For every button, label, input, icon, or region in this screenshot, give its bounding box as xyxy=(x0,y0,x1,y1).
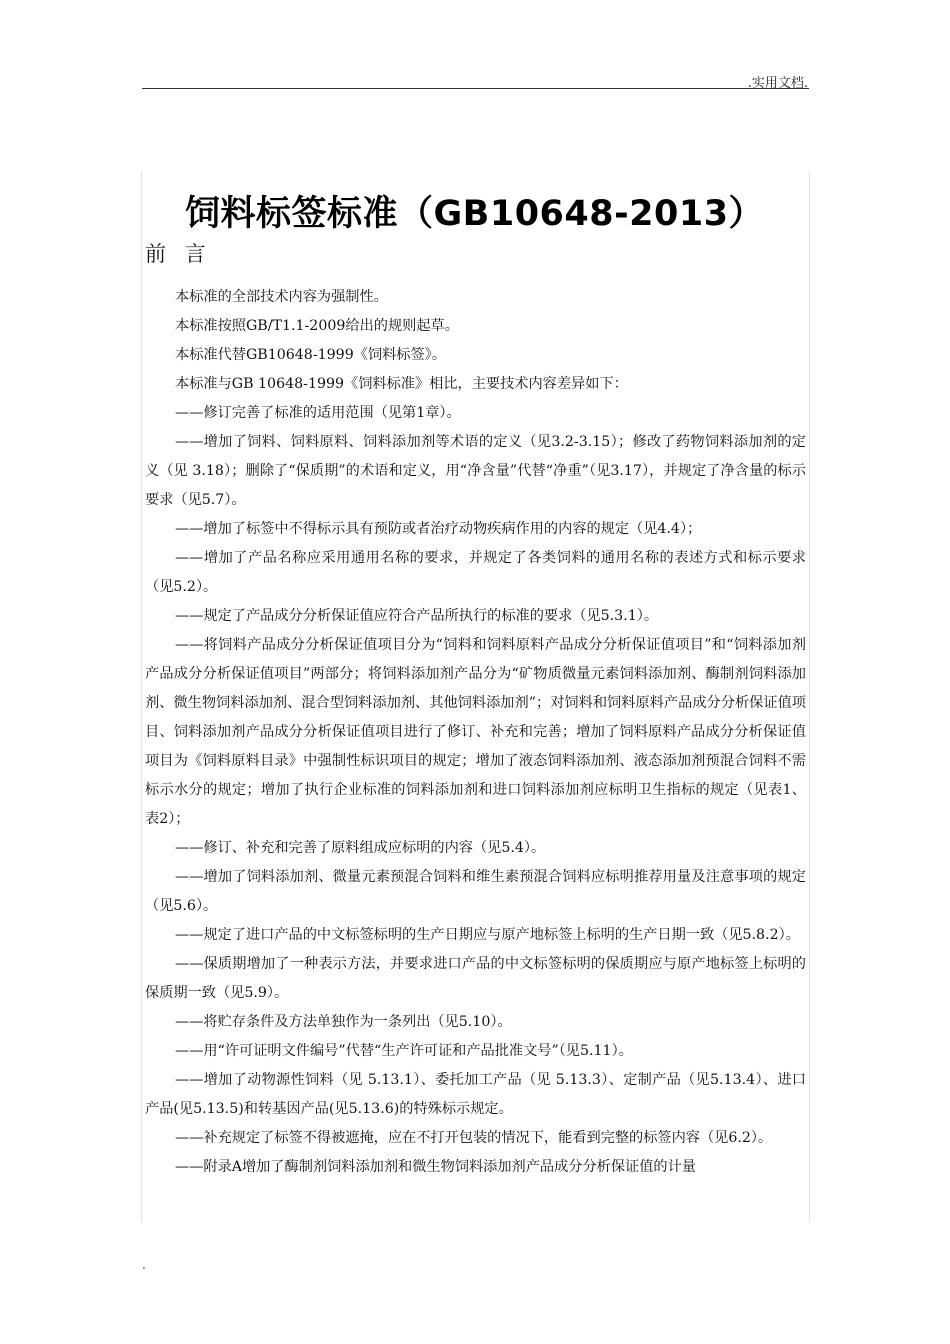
paragraph: ——增加了饲料添加剂、微量元素预混合饲料和维生素预混合饲料应标明推荐用量及注意事项的规定（见5.6）。 xyxy=(145,869,806,914)
paragraph: ——增加了动物源性饲料（见 5.13.1）、委托加工产品（见 5.13.3）、定制产品（见5.13.4）、进口产品(见5.13.5)和转基因产品(见5.13.6)的特殊标示规定。 xyxy=(145,1072,806,1117)
page-header-label: .实用文档. xyxy=(747,76,808,91)
paragraph: 本标准代替GB10648-1999《饲料标签》。 xyxy=(175,347,446,363)
document-body xyxy=(145,283,806,1182)
paragraph: ——增加了标签中不得标示具有预防或者治疗动物疾病作用的内容的规定（见4.4）； xyxy=(175,521,702,537)
paragraph: 本标准按照GB/T1.1-2009给出的规则起草。 xyxy=(175,318,459,334)
paragraph: 本标准与GB 10648-1999《饲料标准》相比，主要技术内容差异如下： xyxy=(175,376,628,392)
paragraph: ——补充规定了标签不得被遮掩，应在不打开包装的情况下，能看到完整的标签内容（见6.2）。 xyxy=(175,1130,773,1146)
paragraph: ——用“许可证明文件编号”代替“生产许可证和产品批准文号”（见5.11）。 xyxy=(175,1043,633,1059)
section-heading-preface: 前 言 xyxy=(145,242,212,266)
paragraph: ——增加了产品名称应采用通用名称的要求，并规定了各类饲料的通用名称的表述方式和标示要求（见5.2）。 xyxy=(145,550,806,595)
paragraph: 本标准的全部技术内容为强制性。 xyxy=(175,289,388,305)
paragraph: ——保质期增加了一种表示方法，并要求进口产品的中文标签标明的保质期应与原产地标签上标明的保质期一致（见5.9）。 xyxy=(145,956,806,1001)
paragraph: ——附录A增加了酶制剂饲料添加剂和微生物饲料添加剂产品成分分析保证值的计量 xyxy=(175,1159,696,1175)
document-title: 饲料标签标准（GB10648-2013） xyxy=(184,194,765,235)
paragraph: ——修订完善了标准的适用范围（见第1章）。 xyxy=(175,405,461,421)
paragraph: ——增加了饲料、饲料原料、饲料添加剂等术语的定义（见3.2-3.15）；修改了药物饲料添加剂的定义（见 3.18）；删除了“保质期”的术语和定义，用“净含量”代替“净重”（见3.17），并规定了净含量的标示要求（见5.7）。 xyxy=(145,434,806,508)
paragraph: ——规定了进口产品的中文标签标明的生产日期应与原产地标签上标明的生产日期一致（见5.8.2）。 xyxy=(175,927,800,943)
page-footer-mark: . xyxy=(142,1258,146,1272)
paragraph: ——将饲料产品成分分析保证值项目分为“饲料和饲料原料产品成分分析保证值项目”和“饲料添加剂产品成分分析保证值项目”两部分；将饲料添加剂产品分为“矿物质微量元素饲料添加剂、酶制剂饲料添加剂、微生物饲料添加剂、混合型饲料添加剂、其他饲料添加剂”；对饲料和饲料原料产品成分分析保证值项目、饲料添加剂产品成分分析保证值项目进行了修订、补充和完善；增加了饲料原料产品成分分析保证值项目为《饲料原料目录》中强制性标识项目的规定；增加了液态饲料添加剂、液态添加剂预混合饲料不需标示水分的规定；增加了执行企业标准的饲料添加剂和进口饲料添加剂应标明卫生指标的规定（见表1、表2）； xyxy=(145,637,806,827)
header-divider xyxy=(142,88,809,89)
paragraph: ——规定了产品成分分析保证值应符合产品所执行的标准的要求（见5.3.1）。 xyxy=(175,608,659,624)
paragraph: ——将贮存条件及方法单独作为一条列出（见5.10）。 xyxy=(175,1014,512,1030)
paragraph: ——修订、补充和完善了原料组成应标明的内容（见5.4）。 xyxy=(175,840,546,856)
